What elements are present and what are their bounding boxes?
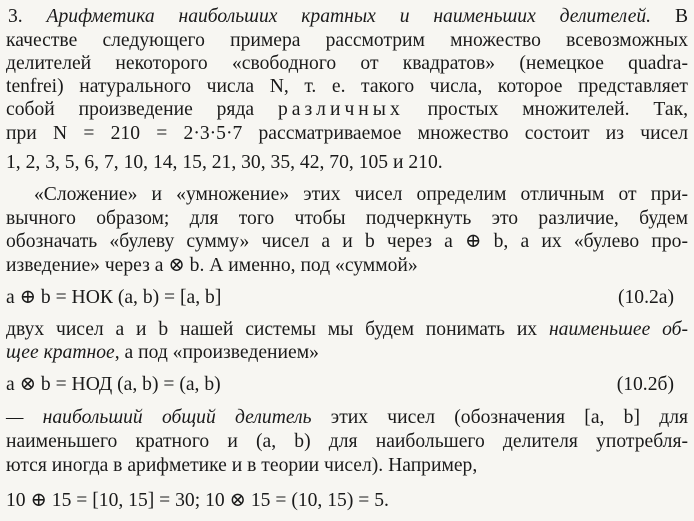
paragraph4-line3: ются иногда в арифметике и в теории чисел). Например, bbox=[6, 455, 478, 476]
italic-term: наименьшее об- bbox=[548, 319, 689, 340]
line5-end: простых множителей. Так, bbox=[427, 99, 688, 120]
italic-term-end: щее кратное bbox=[6, 342, 115, 363]
paragraph1-line6: при N = 210 = 2·3·5·7 рассматриваемое множество состоит из чисел bbox=[6, 123, 688, 144]
paragraph2-line3: обозначать «булеву сумму» чисел a и b через a ⊕ b, а их «булево про- bbox=[6, 231, 688, 252]
equation-formula: a ⊕ b = НОК (a, b) = [a, b] bbox=[6, 287, 222, 308]
italic-term: — наибольший общий делитель bbox=[6, 407, 312, 428]
paragraph2-line1: «Сложение» и «умножение» этих чисел определим отличным от при- bbox=[34, 184, 688, 205]
equation-formula: a ⊗ b = НОД (a, b) = (a, b) bbox=[6, 374, 221, 395]
paragraph1-line1-tail: В bbox=[674, 6, 689, 27]
paragraph1-line3: делителей некоторого «свободного от квадратов» (немецкое quadra- bbox=[6, 53, 688, 74]
paragraph1-line4: tenfrei) натурального числа N, т. е. такого числа, которое представляет bbox=[6, 76, 688, 97]
paragraph1-line5 bbox=[6, 98, 688, 122]
equation-label: (10.2а) bbox=[617, 287, 674, 308]
line5-start: собой произведение ряда bbox=[6, 99, 255, 120]
section-number: 3. bbox=[8, 6, 23, 27]
example-formula: 10 ⊕ 15 = [10, 15] = 30; 10 ⊗ 15 = (10, 15) = 5. bbox=[6, 490, 389, 511]
paragraph4-text: этих чисел (обозначения [a, b] для bbox=[330, 407, 688, 428]
paragraph3-text-end: , а под «произведением» bbox=[114, 342, 319, 363]
paragraph3-line1 bbox=[6, 318, 688, 342]
paragraph1-line2: качестве следующего примера рассмотрим множество всевозможных bbox=[6, 30, 688, 51]
paragraph2-line4: изведение» через a ⊗ b. А именно, под «суммой» bbox=[6, 255, 418, 276]
section-heading: Арифметика наибольших кратных и наименьших делителей. bbox=[46, 6, 652, 27]
paragraph4-line1 bbox=[6, 406, 688, 430]
divisor-list: 1, 2, 3, 5, 6, 7, 10, 14, 15, 21, 30, 35, 42, 70, 105 и 210. bbox=[6, 152, 443, 173]
paragraph3-line2 bbox=[6, 341, 688, 365]
paragraph1-line1 bbox=[6, 5, 688, 29]
paragraph2-line2: вычного образом; для того чтобы подчеркнуть это различие, будем bbox=[6, 208, 688, 229]
equation-10-2a bbox=[6, 286, 688, 310]
equation-10-2b bbox=[6, 373, 688, 397]
paragraph4-line2: наименьшего кратного и (a, b) для наибольшего делителя употребля- bbox=[6, 431, 688, 452]
spaced-word: различных bbox=[277, 99, 404, 120]
equation-label: (10.2б) bbox=[616, 374, 674, 395]
paragraph3-text: двух чисел a и b нашей системы мы будем понимать их bbox=[6, 319, 538, 340]
